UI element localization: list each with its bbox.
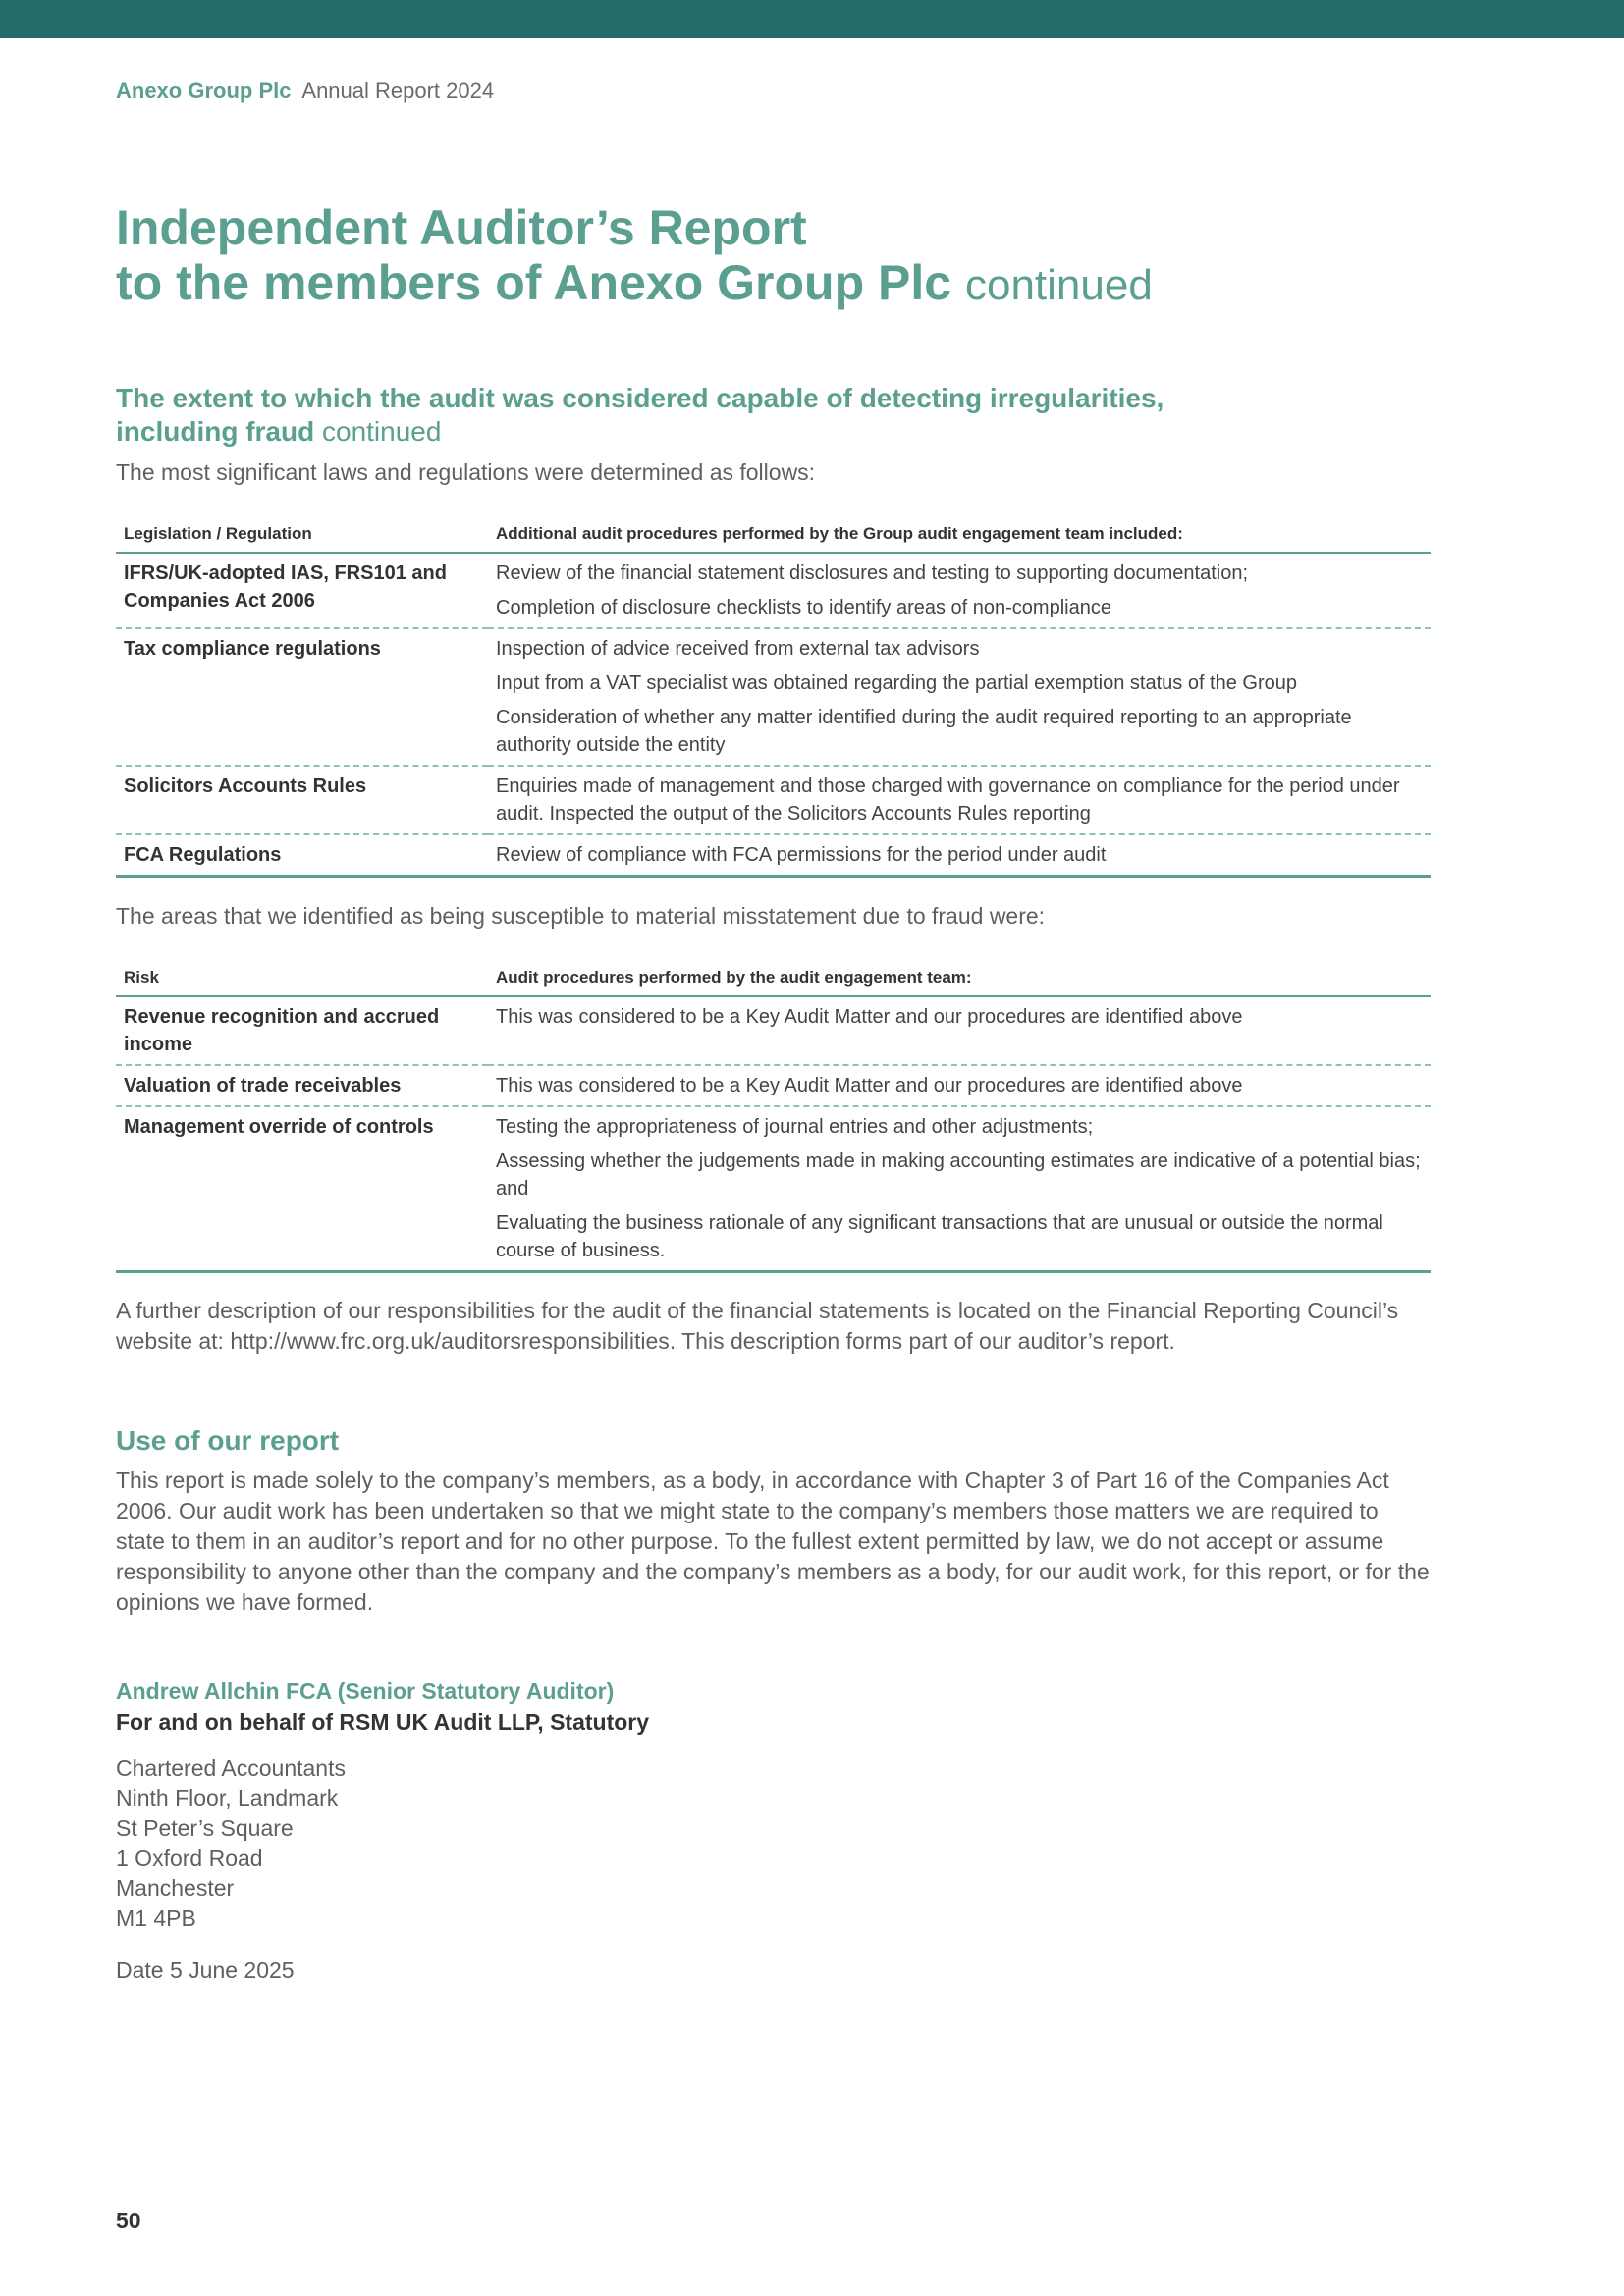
laws-intro: The most significant laws and regulations were determined as follows: [116,459,816,485]
row-procedures [488,766,1431,834]
procedure-item: Assessing whether the judgements made in making accounting estimates are indicative of a potential bias; and [496,1150,1421,1200]
procedure-item: This was considered to be a Key Audit Matter and our procedures are identified above [496,1006,1243,1028]
page-number: 50 [116,2208,141,2233]
use-of-report-heading: Use of our report [116,1425,340,1456]
row-procedures [488,996,1431,1065]
address-line: Manchester [116,1875,235,1900]
row-procedures [488,1065,1431,1106]
row-label: Valuation of trade receivables [116,1065,488,1106]
procedure-item: This was considered to be a Key Audit Matter and our procedures are identified above [496,1075,1243,1096]
row-label: IFRS/UK-adopted IAS, FRS101 and Companies Act 2006 [116,553,488,628]
section-heading [116,382,1392,449]
row-label: FCA Regulations [116,834,488,877]
running-header [116,79,494,104]
signatory-behalf: For and on behalf of RSM UK Audit LLP, Statutory [116,1709,650,1735]
laws-col-header-2: Additional audit procedures performed by the Group audit engagement team included: [488,520,1431,553]
table-row [116,834,1431,877]
fraud-risk-table [116,964,1431,1273]
laws-table [116,520,1431,878]
procedure-item: Enquiries made of management and those charged with governance on compliance for the period under audit. Inspected the output of the Solicitors Accounts Rules reporting [496,775,1400,825]
procedure-item: Review of compliance with FCA permissions for the period under audit [496,844,1107,866]
signatory-name: Andrew Allchin FCA (Senior Statutory Auditor) [116,1679,615,1704]
header-report: Annual Report 2024 [301,79,495,103]
title-line-1: Independent Auditor’s Report [116,200,807,255]
row-procedures [488,834,1431,877]
address-line: M1 4PB [116,1904,196,1931]
procedure-item: Completion of disclosure checklists to identify areas of non-compliance [496,597,1111,618]
section-continued: continued [322,416,442,447]
table-row [116,1106,1431,1272]
row-label: Revenue recognition and accrued income [116,996,488,1065]
address-line: St Peter’s Square [116,1815,294,1841]
table-row [116,996,1431,1065]
procedure-item: Inspection of advice received from external tax advisors [496,638,980,660]
row-label: Tax compliance regulations [116,628,488,766]
section-heading-line-2: including fraud [116,416,315,447]
address-line: 1 Oxford Road [116,1844,263,1871]
title-line-2: to the members of Anexo Group Plc [116,255,952,310]
table-row [116,628,1431,766]
title-continued: continued [964,261,1153,309]
row-label: Management override of controls [116,1106,488,1272]
procedure-item: Consideration of whether any matter identified during the audit required reporting to an appropriate authority outside the entity [496,707,1352,756]
row-label: Solicitors Accounts Rules [116,766,488,834]
risk-col-header-2: Audit procedures performed by the audit engagement team: [488,964,1431,996]
table-row [116,553,1431,628]
row-procedures [488,553,1431,628]
fraud-intro: The areas that we identified as being susceptible to material misstatement due to fraud were: [116,903,1046,929]
table-row [116,1065,1431,1106]
section-heading-line-1: The extent to which the audit was considered capable of detecting irregularities, [116,383,1164,413]
table-row [116,766,1431,834]
further-description: A further description of our responsibilities for the audit of the financial statements is located on the Financial Reporting Council’s website at: http://www.frc.org.uk/auditorsresponsibilities. This description forms part of our auditor’s report. [116,1298,1399,1354]
page-title [116,200,1490,313]
procedure-item: Testing the appropriateness of journal entries and other adjustments; [496,1116,1094,1138]
procedure-item: Review of the financial statement disclosures and testing to supporting documentation; [496,562,1248,584]
top-banner [0,0,1624,38]
report-date: Date 5 June 2025 [116,1957,295,1983]
address-line: Ninth Floor, Landmark [116,1785,339,1811]
procedure-item: Input from a VAT specialist was obtained regarding the partial exemption status of the Group [496,672,1298,694]
use-of-report-body: This report is made solely to the company’s members, as a body, in accordance with Chapter 3 of Part 16 of the Companies Act 2006. Our audit work has been undertaken so that we might state to the company’s members those matters we are required to state to them in an auditor’s report and for no other purpose. To the fullest extent permitted by law, we do not accept or assume responsibility to anyone other than the company and the company’s members as a body, for our audit work, for this report, or for the opinions we have formed. [116,1468,1430,1615]
auditor-address [116,1753,346,1933]
row-procedures [488,1106,1431,1272]
risk-col-header-1: Risk [116,964,488,996]
row-procedures [488,628,1431,766]
address-line: Chartered Accountants [116,1755,346,1781]
laws-col-header-1: Legislation / Regulation [116,520,488,553]
header-company: Anexo Group Plc [116,79,292,103]
procedure-item: Evaluating the business rationale of any significant transactions that are unusual or outside the normal course of business. [496,1212,1383,1261]
